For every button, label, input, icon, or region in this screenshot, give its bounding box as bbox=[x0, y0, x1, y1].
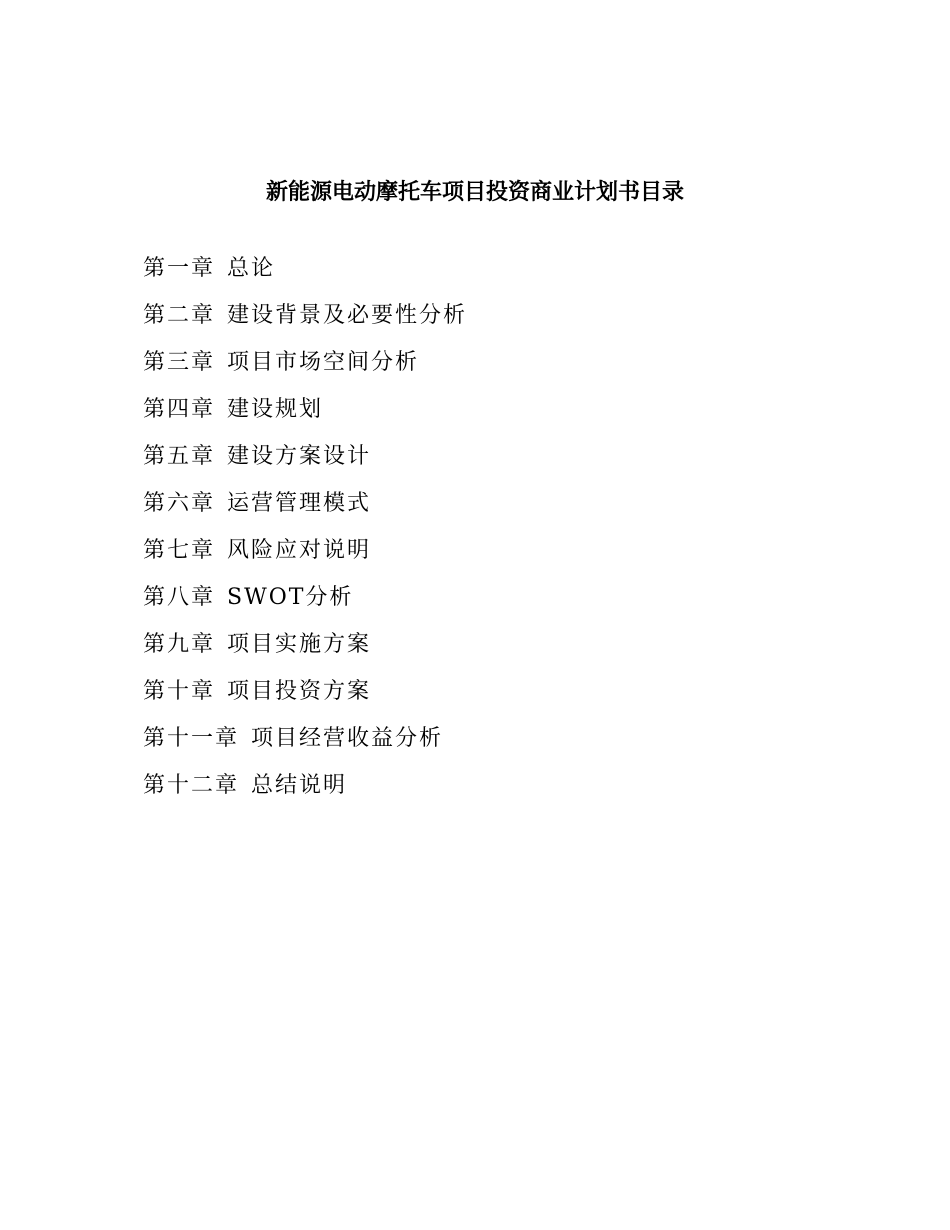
chapter-number: 第三章 bbox=[143, 350, 216, 375]
toc-item bbox=[143, 441, 843, 488]
chapter-number: 第七章 bbox=[143, 538, 216, 563]
chapter-title: 运营管理模式 bbox=[227, 491, 372, 516]
chapter-title: 总结说明 bbox=[251, 773, 348, 798]
chapter-number: 第八章 bbox=[143, 585, 216, 610]
chapter-title: SWOT分析 bbox=[227, 585, 354, 610]
document-title: 新能源电动摩托车项目投资商业计划书目录 bbox=[265, 180, 684, 205]
toc-item bbox=[143, 253, 843, 300]
chapter-number: 第一章 bbox=[143, 256, 216, 281]
chapter-number: 第二章 bbox=[143, 303, 216, 328]
chapter-title: 风险应对说明 bbox=[227, 538, 372, 563]
chapter-title: 建设规划 bbox=[227, 397, 324, 422]
chapter-number: 第九章 bbox=[143, 632, 216, 657]
toc-item bbox=[143, 300, 843, 347]
toc-item bbox=[143, 347, 843, 394]
chapter-number: 第十二章 bbox=[143, 773, 240, 798]
chapter-title: 总论 bbox=[227, 256, 276, 281]
chapter-number: 第十章 bbox=[143, 679, 216, 704]
toc-item bbox=[143, 582, 843, 629]
chapter-number: 第五章 bbox=[143, 444, 216, 469]
toc-item bbox=[143, 488, 843, 535]
chapter-title: 建设背景及必要性分析 bbox=[227, 303, 468, 328]
toc-item bbox=[143, 629, 843, 676]
chapter-number: 第六章 bbox=[143, 491, 216, 516]
chapter-number: 第四章 bbox=[143, 397, 216, 422]
chapter-title: 项目投资方案 bbox=[227, 679, 372, 704]
table-of-contents bbox=[143, 253, 843, 817]
toc-item bbox=[143, 723, 843, 770]
toc-item bbox=[143, 394, 843, 441]
chapter-title: 项目经营收益分析 bbox=[251, 726, 444, 751]
chapter-title: 建设方案设计 bbox=[227, 444, 372, 469]
toc-item bbox=[143, 676, 843, 723]
toc-item bbox=[143, 535, 843, 582]
chapter-number: 第十一章 bbox=[143, 726, 240, 751]
chapter-title: 项目市场空间分析 bbox=[227, 350, 420, 375]
chapter-title: 项目实施方案 bbox=[227, 632, 372, 657]
toc-item bbox=[143, 770, 843, 817]
